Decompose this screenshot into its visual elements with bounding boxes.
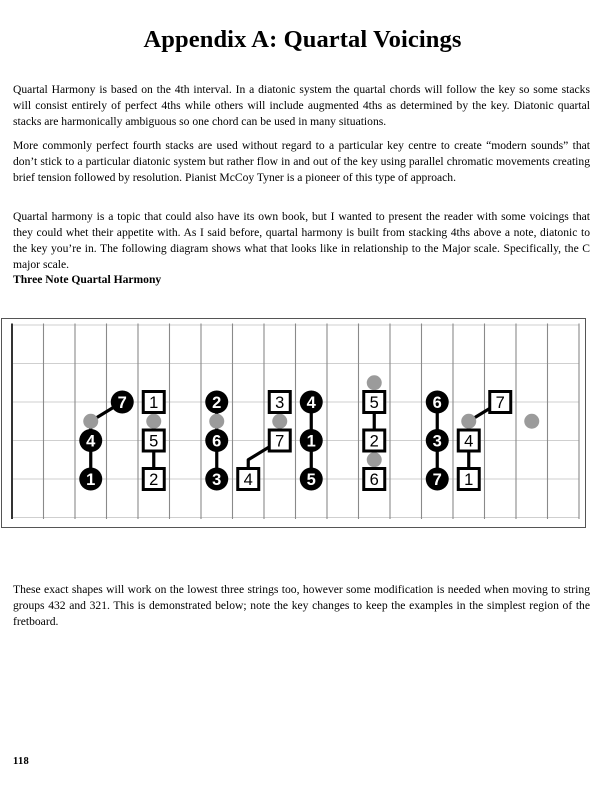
marker-label: 5 bbox=[149, 432, 159, 451]
marker-label: 6 bbox=[212, 432, 222, 451]
marker-label: 7 bbox=[432, 471, 442, 489]
paragraph-1: Quartal Harmony is based on the 4th interval. In a diatonic system the quartal chords will follow the key so some stacks will consist entirely of perfect 4ths while others will include augmented 4ths as determined by the key. Diatonic quartal stacks are harmonically ambiguous so one chord can be used in many situations. bbox=[13, 82, 590, 128]
page-number: 118 bbox=[13, 756, 30, 767]
paragraph-4: These exact shapes will work on the lowest three strings too, however some modification is needed when moving to string groups 432 and 321. This is demonstrated below; note the key changes to keep the examples in the simplest region of the fretboard. bbox=[13, 582, 590, 628]
paragraph-3: Quartal harmony is a topic that could also have its own book, but I wanted to present the reader with some voicings that they could whet their appetite with. As I said before, quartal harmony is built from stacking 4ths above a note, diatonic to the key you’re in. The following diagram shows what that looks like in relationship to the Major scale. Specifically, the C major scale. bbox=[13, 209, 590, 271]
marker-label: 5 bbox=[306, 471, 316, 489]
marker-label: 1 bbox=[306, 432, 316, 451]
marker-label: 2 bbox=[149, 471, 159, 489]
marker-label: 4 bbox=[86, 432, 96, 451]
marker-label: 4 bbox=[243, 471, 253, 489]
marker-label: 2 bbox=[212, 394, 222, 412]
marker-label: 3 bbox=[432, 432, 442, 451]
paragraph-2: More commonly perfect fourth stacks are used without regard to a particular key centre to create “modern sounds” that don’t stick to a particular diatonic system but rather flow in and out of the key using parallel chromatic movements creating brief tension followed by resolution. Pianist McCoy Tyner is a pioneer of this type of approach. bbox=[13, 138, 590, 184]
marker-label: 1 bbox=[464, 471, 474, 489]
marker-label: 3 bbox=[212, 471, 222, 489]
marker-label: 7 bbox=[275, 432, 285, 451]
fretboard-border bbox=[1, 318, 586, 528]
marker-label: 7 bbox=[495, 394, 505, 412]
marker-label: 1 bbox=[149, 394, 159, 412]
fretboard-diagram bbox=[10, 322, 580, 522]
marker-label: 2 bbox=[369, 432, 379, 451]
marker-label: 3 bbox=[275, 394, 285, 412]
marker-label: 1 bbox=[86, 471, 96, 489]
marker-label: 4 bbox=[306, 394, 316, 412]
marker-label: 7 bbox=[117, 394, 127, 412]
section-subheading: Three Note Quartal Harmony bbox=[13, 273, 162, 286]
marker-label: 6 bbox=[369, 471, 379, 489]
marker-label: 5 bbox=[369, 394, 379, 412]
page-title: Appendix A: Quartal Voicings bbox=[143, 26, 462, 54]
marker-label: 6 bbox=[432, 394, 442, 412]
marker-label: 4 bbox=[464, 432, 474, 451]
fretboard-canvas bbox=[10, 322, 580, 522]
